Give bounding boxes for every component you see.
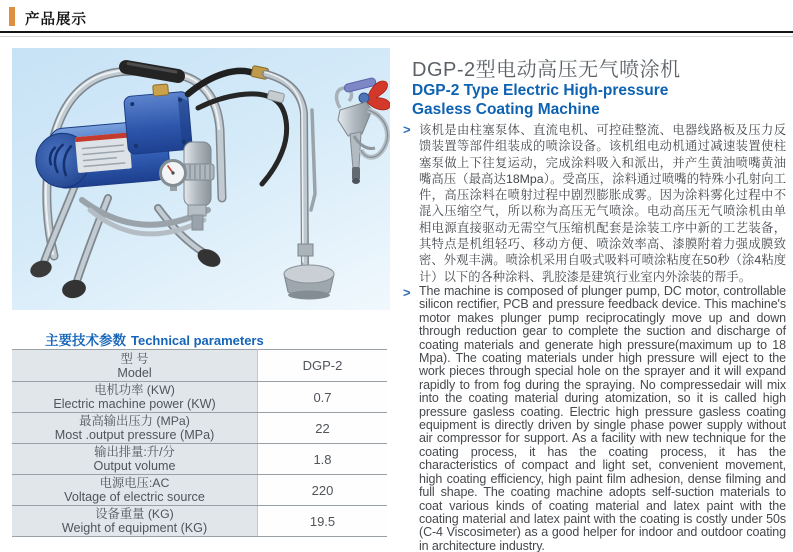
product-title-zh: DGP-2型电动高压无气喷涂机	[412, 59, 681, 81]
param-value: 220	[258, 475, 388, 506]
description-en	[403, 285, 786, 552]
paragraph-marker: >	[403, 122, 411, 137]
pipe-collar	[298, 244, 313, 256]
suction-base	[284, 265, 334, 300]
param-label-en: Electric machine power (KW)	[53, 397, 216, 411]
param-label-en: Voltage of electric source	[64, 490, 205, 504]
table-row	[12, 350, 387, 382]
param-value: 1.8	[258, 444, 388, 475]
param-label-zh: 最高输出压力 (MPa)	[79, 414, 190, 428]
param-label-zh: 设备重量 (KG)	[95, 507, 174, 521]
table-row	[12, 506, 387, 537]
parameters-heading-en: Technical parameters	[131, 333, 264, 348]
oil-filler-cap	[153, 84, 169, 96]
param-label-en: Most .output pressure (MPa)	[54, 428, 215, 442]
rubber-foot	[28, 258, 54, 281]
motor-label	[75, 132, 132, 173]
param-value: 19.5	[258, 506, 388, 537]
rubber-foot	[60, 278, 87, 301]
table-row	[12, 382, 387, 413]
param-label-zh: 电机功率 (KW)	[94, 383, 175, 397]
parameters-table	[12, 349, 387, 537]
table-row	[12, 475, 387, 506]
param-label-en: Model	[117, 365, 152, 380]
description-zh-text: 该机是由柱塞泵体、直流电机、可控硅整流、电器线路板及压力反馈装置等部件组装成的喷涂设备。该机组电动机通过减速装置使柱塞泵做上下往复运动，完成涂料吸入和派出，并产生黄油喷嘴黄油嘴高压（最高达18Mpa）。受高压，涂料通过喷嘴的特殊小孔射向工件，高压涂料在喷射过程中剧烈膨胀成雾。因为涂料雾化过程中不混入压缩空气，所以称为高压无气喷涂。电动高压无气喷涂机由单相电源直接驱动无需空气压缩机配套是涂装工序中新的工艺装备，其特点是机组轻巧、移动方便、喷涂效率高、漆膜附着力强成膜致密、外观丰满。喷涂机采用自吸式吸料可喷涂粘度在50秒（涂4粘度计）以下的各种涂料、乳胶漆是建筑行业室内外涂装的帮手。	[419, 123, 786, 284]
pressure-gauge	[161, 161, 186, 192]
product-title-en-line2: Gasless Coating Machine	[412, 101, 600, 118]
param-label-zh: 电源电压:AC	[99, 476, 170, 490]
header-subdivider	[0, 36, 793, 37]
description-en-text: The machine is composed of plunger pump, DC motor, controllable silicon rectifier, PCB and pressure feedback device. This machine's motor makes plunger pump reciprocatingly move up and down through reduction gear to complete the suction and discharge of coating materials and generate high pressure(maximum up to 18 Mpa). The coating materials under high pressure will eject to the work pieces through special hole on the sprayer and it will expand rapidly to from fog during the spraying. No compressedair will mix into the coating material during atomization, so it is called high pressure gasless coating. Electric high pressure gasless coating equipment is directly driven by single phase power supply without air compressor for support. As a facility with new technique for the coating process, it has the coating process, it has the characteristics of compact and light set, convenient movement, high coating efficiency, high paint film adhesion, dense filming and full shape. The coating machine adopts self-suction materials to coat various kinds of coating material and latex paint with the coating material and latex paint with the coating is costly under 50s (C-4 Viscosimeter) as a good helper for indoor and outdoor coating in architecture industry.	[419, 284, 786, 552]
header-accent-bar	[9, 7, 15, 26]
product-title-en	[412, 81, 668, 119]
table-row	[12, 444, 387, 475]
table-row	[12, 413, 387, 444]
sprayer-illustration	[12, 48, 390, 310]
parameters-heading-zh: 主要技术参数	[45, 333, 126, 348]
hose-ferrule	[267, 90, 285, 103]
param-label-zh: 输出排量:升/分	[94, 445, 175, 459]
description-zh	[403, 122, 786, 285]
header-divider	[0, 31, 793, 33]
parameters-heading	[45, 329, 264, 349]
page-title: 产品展示	[25, 12, 87, 28]
paint-hose	[188, 71, 256, 94]
param-value: 22	[258, 413, 388, 444]
product-title-en-line1: DGP-2 Type Electric High-pressure	[412, 82, 669, 99]
product-photo	[12, 48, 390, 310]
paragraph-marker: >	[403, 285, 411, 300]
gun-body	[338, 102, 372, 136]
param-label-en: Weight of equipment (KG)	[61, 521, 208, 535]
param-value: 0.7	[258, 382, 388, 413]
param-value: DGP-2	[258, 350, 388, 382]
param-label-zh: 型 号	[120, 351, 149, 366]
spray-gun	[337, 77, 390, 184]
param-label-en: Output volume	[93, 459, 176, 473]
